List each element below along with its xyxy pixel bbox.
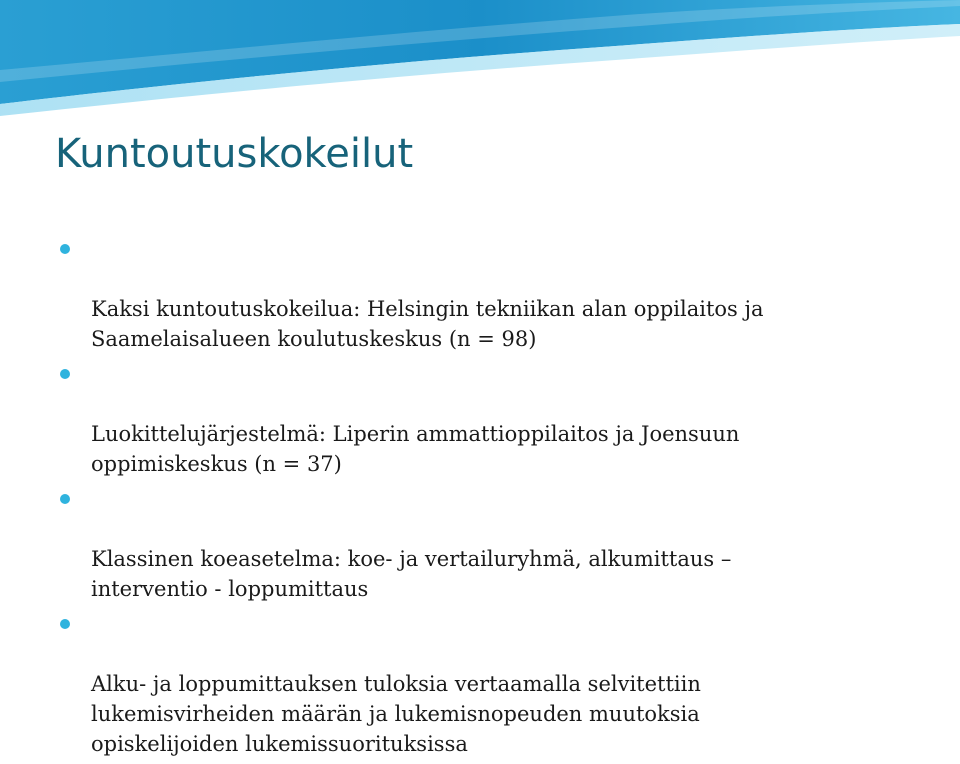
bullet-dot-icon: [60, 494, 70, 504]
bullet-dot-icon: [60, 619, 70, 629]
bullet-item: [60, 484, 840, 604]
bullet-text: Luokittelujärjestelmä: Liperin ammattioppilaitos ja Joensuun oppimiskeskus (n = 37): [91, 422, 740, 476]
bullet-item: [60, 609, 840, 759]
bullet-text: Kaksi kuntoutuskokeilua: Helsingin tekniikan alan oppilaitos ja Saamelaisalueen koulutuskeskus (n = 98): [91, 297, 764, 351]
bullet-text: Klassinen koeasetelma: koe- ja vertailuryhmä, alkumittaus – interventio - loppumittaus: [91, 547, 732, 601]
bullet-item: [60, 234, 840, 354]
bullet-dot-icon: [60, 244, 70, 254]
bullet-list: [60, 234, 840, 764]
header-wave-banner: [0, 0, 960, 120]
bullet-dot-icon: [60, 369, 70, 379]
slide-title: Kuntoutuskokeilut: [55, 131, 414, 177]
bullet-text: Alku- ja loppumittauksen tuloksia vertaamalla selvitettiin lukemisvirheiden määrän ja lukemisnopeuden muutoksia opiskelijoiden lukemissuorituksissa: [91, 672, 701, 756]
bullet-item: [60, 359, 840, 479]
